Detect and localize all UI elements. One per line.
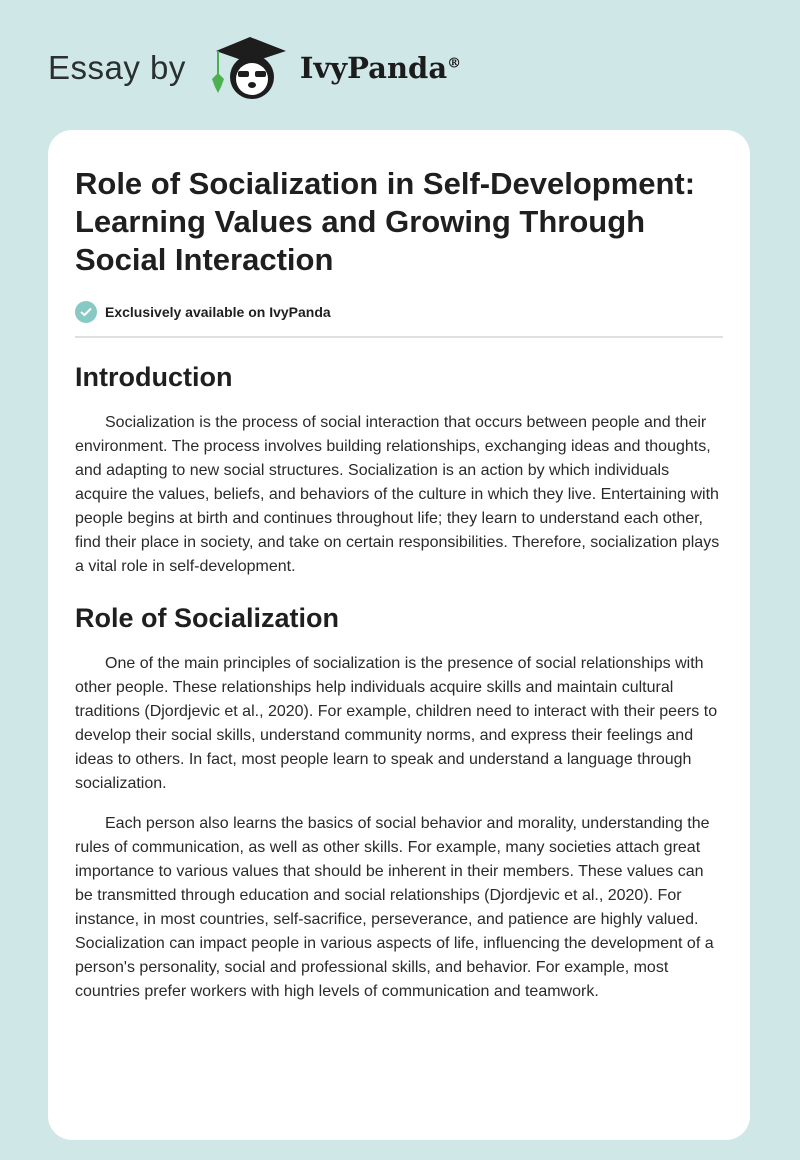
paragraph: Socialization is the process of social interaction that occurs between people and their environment. The process involves building relationships, exchanging ideas and thoughts, and adapting to new social structures. Socialization is an action by which individuals acquire the values, beliefs, and behaviors of the culture in which they live. Entertaining with people begins at birth and continues throughout life; they learn to understand each other, find their place in society, and take on certain responsibilities. Therefore, socialization plays a vital role in self-development. [75,414,720,575]
badge-text: Exclusively available on IvyPanda [105,304,331,320]
section-heading: Introduction [75,362,233,392]
exclusive-badge [75,301,723,323]
essay-card [48,130,750,1140]
brand-name: IvyPanda® [299,51,462,85]
site-header [48,28,461,108]
essay-by-label: Essay by [48,49,186,86]
paragraph: Each person also learns the basics of social behavior and morality, understanding the rules of communication, as well as other skills. For example, many societies attach great importance to various values that should be inherent in their members. These values can be transmitted through education and social relationships (Djordjevic et al., 2020). For instance, in most countries, self-sacrifice, perseverance, and patience are highly valued. Socialization can impact people in various aspects of life, influencing the development of a person's personality, social and professional skills, and behavior. For example, most countries prefer workers with high levels of communication and teamwork. [75,815,714,1000]
ivypanda-logo[interactable] [206,33,461,103]
divider [75,336,723,338]
essay-title: Role of Socialization in Self-Development: Learning Values and Growing Through Social Interaction [75,166,696,277]
section-heading: Role of Socialization [75,603,340,633]
check-icon [75,301,97,323]
paragraph: One of the main principles of socialization is the presence of social relationships with other people. These relationships help individuals acquire skills and maintain cultural traditions (Djordjevic et al., 2020). For example, children need to interact with their peers to develop their social skills, understand community norms, and express their feelings and ideas to others. In fact, most people learn to speak and understand a language through socialization. [75,655,718,792]
panda-graduate-icon [206,33,292,103]
